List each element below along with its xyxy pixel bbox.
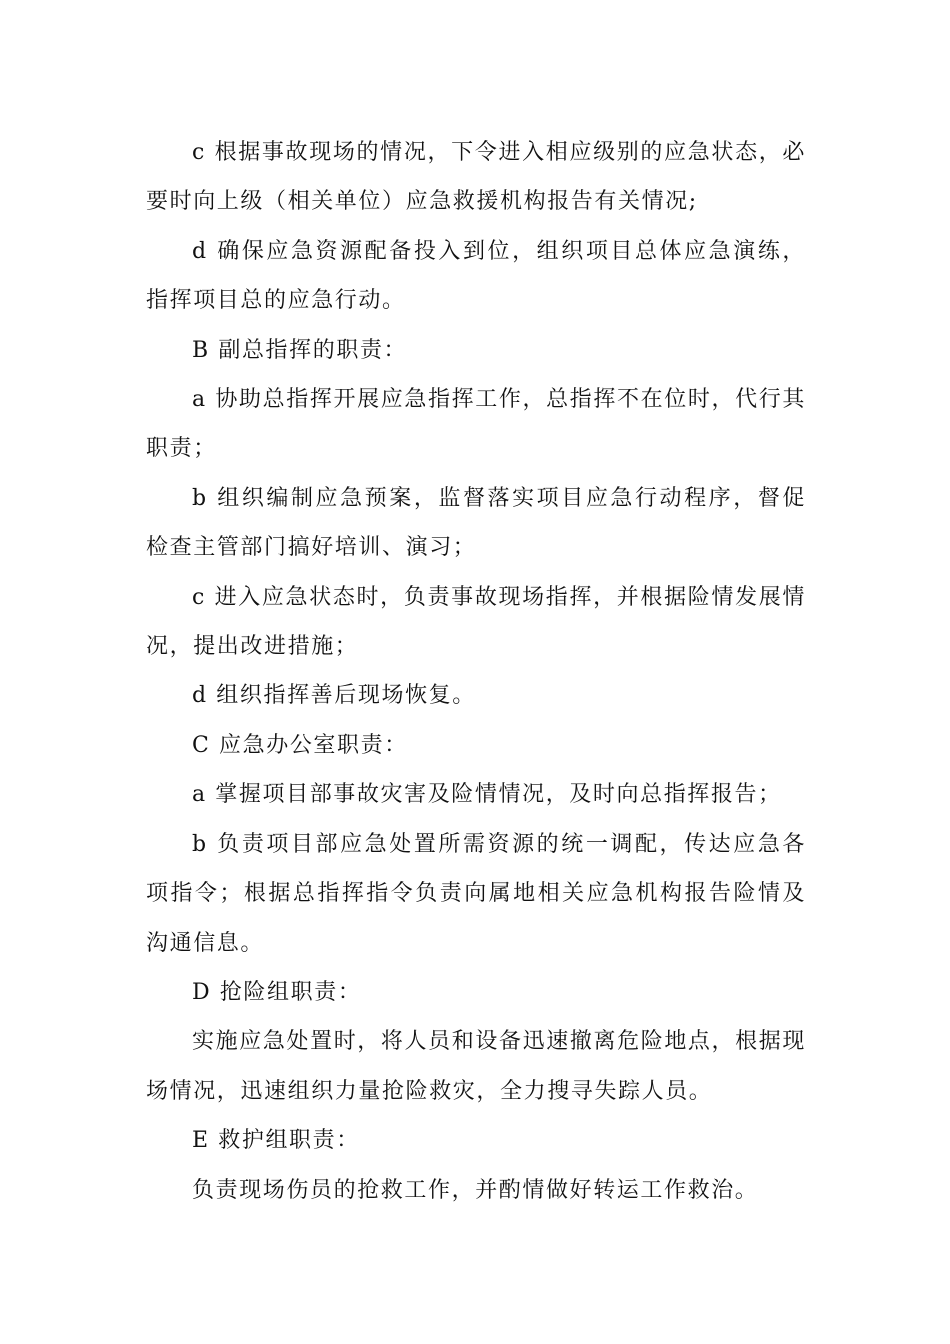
- section-heading: D 抢险组职责：: [192, 979, 362, 1005]
- paragraph: a 协助总指挥开展应急指挥工作，总指挥不在位时，代行其职责；: [146, 387, 806, 462]
- section-heading: E 救护组职责：: [192, 1128, 360, 1154]
- paragraph: 实施应急处置时，将人员和设备迅速撤离危险地点，根据现场情况，迅速组织力量抢险救灾，全力搜寻失踪人员。: [146, 1029, 806, 1104]
- paragraph: 负责现场伤员的抢救工作，并酌情做好转运工作救治。: [192, 1177, 759, 1203]
- section-heading: B 副总指挥的职责：: [192, 337, 408, 363]
- section-heading: C 应急办公室职责：: [192, 732, 408, 758]
- paragraph: a 掌握项目部事故灾害及险情情况，及时向总指挥报告；: [192, 782, 782, 808]
- paragraph: c 根据事故现场的情况，下令进入相应级别的应急状态，必要时向上级（相关单位）应急救援机构报告有关情况;: [146, 140, 806, 215]
- paragraph: b 负责项目部应急处置所需资源的统一调配，传达应急各项指令；根据总指挥指令负责向属地相关应急机构报告险情及沟通信息。: [146, 831, 806, 956]
- paragraph: c 进入应急状态时，负责事故现场指挥，并根据险情发展情况，提出改进措施；: [146, 584, 806, 660]
- paragraph: d 确保应急资源配备投入到位，组织项目总体应急演练，指挥项目总的应急行动。: [146, 238, 806, 314]
- paragraph: d 组织指挥善后现场恢复。: [192, 683, 476, 709]
- paragraph: b 组织编制应急预案，监督落实项目应急行动程序，督促检查主管部门搞好培训、演习；: [146, 485, 806, 561]
- document-body: [146, 128, 806, 1215]
